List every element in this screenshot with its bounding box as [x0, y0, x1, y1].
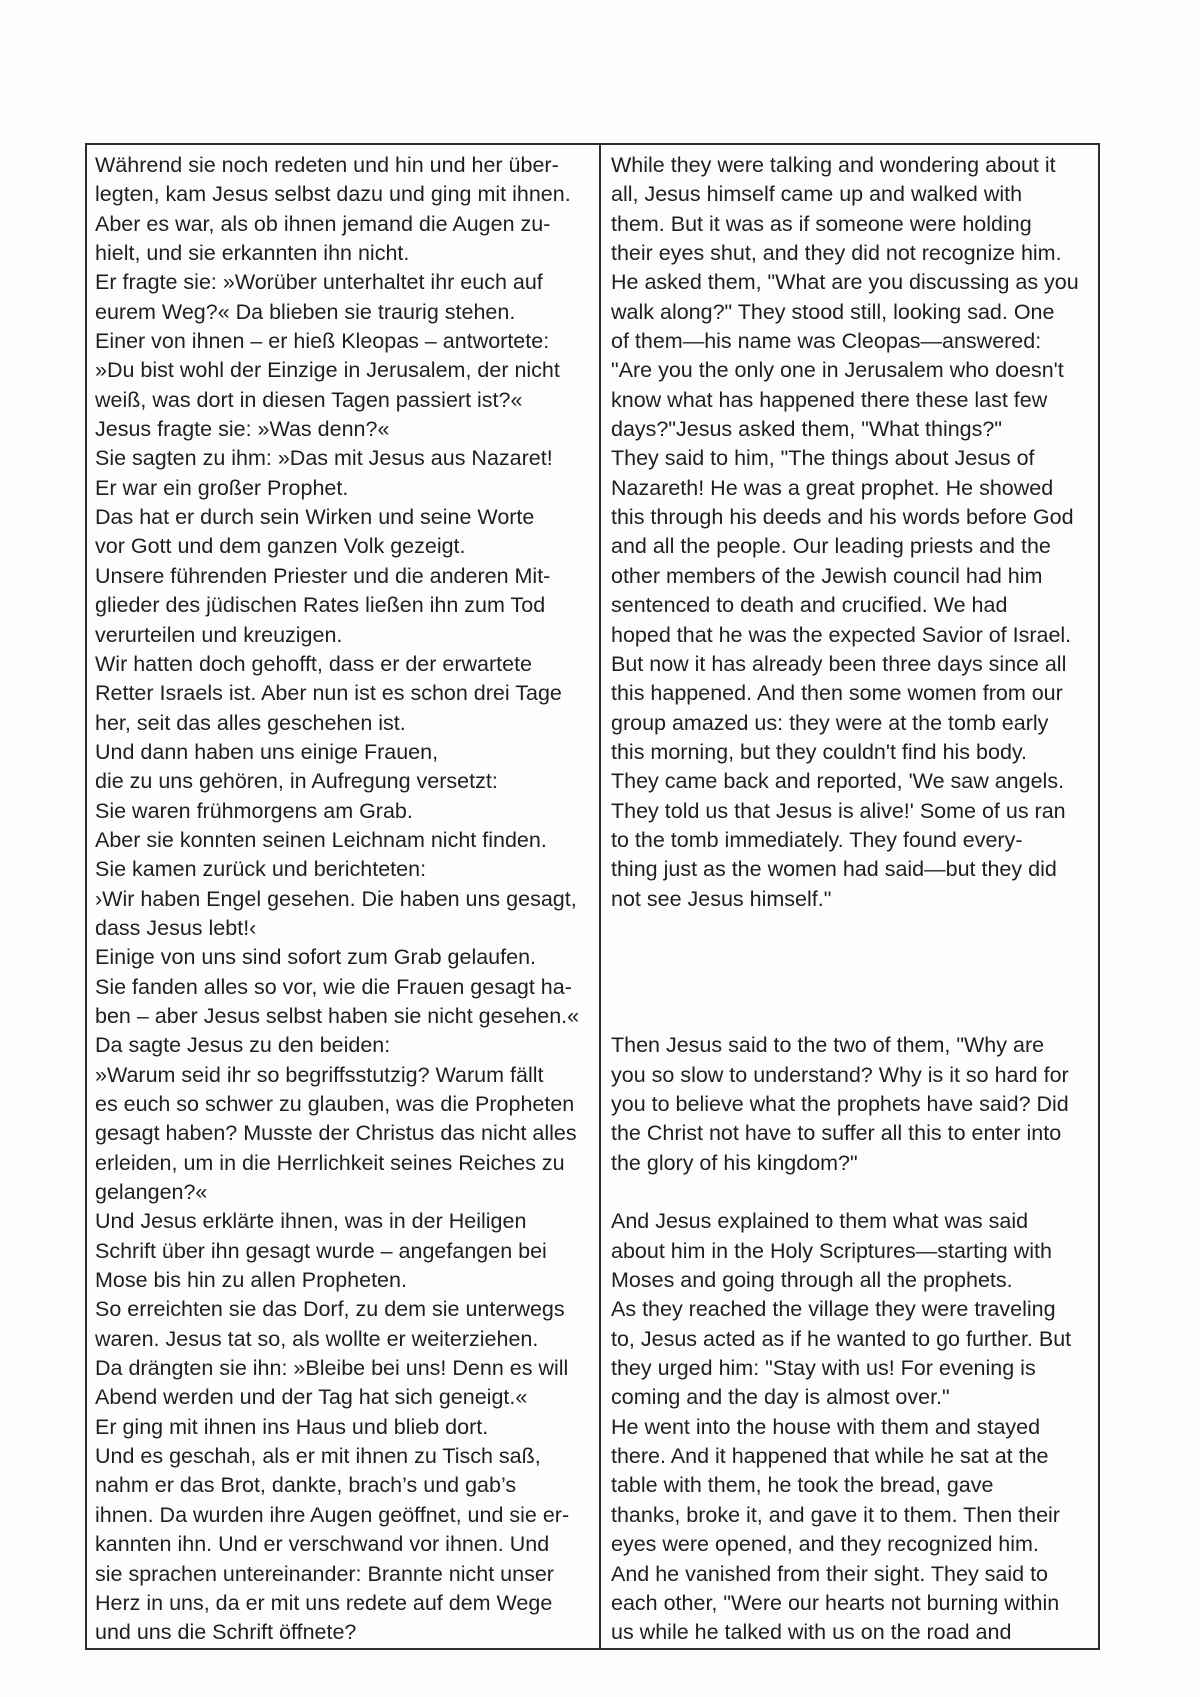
- text-line: They came back and reported, 'We saw angels.: [611, 769, 1065, 794]
- text-line: nahm er das Brot, dankte, brach’s und gab’s: [95, 1473, 517, 1498]
- text-line: to, Jesus acted as if he wanted to go further. But: [611, 1326, 1072, 1351]
- text-line: Da drängten sie ihn: »Bleibe bei uns! Denn es will: [95, 1356, 569, 1381]
- text-line: you so slow to understand? Why is it so hard for: [611, 1062, 1069, 1087]
- text-line: He went into the house with them and stayed: [611, 1414, 1041, 1439]
- text-line: While they were talking and wondering about it: [611, 153, 1056, 177]
- text-line: [611, 943, 1096, 972]
- text-line: to the tomb immediately. They found every-: [611, 827, 1023, 852]
- text-line: this happened. And then some women from our: [611, 681, 1063, 706]
- text-line: coming and the day is almost over.": [611, 1385, 950, 1410]
- text-line: the Christ not have to suffer all this to enter into: [611, 1121, 1062, 1146]
- text-line: Er fragte sie: »Worüber unterhaltet ihr euch auf: [95, 270, 543, 295]
- text-line: ben – aber Jesus selbst haben sie nicht gesehen.«: [95, 1003, 580, 1028]
- text-line: and all the people. Our leading priests and the: [611, 534, 1051, 559]
- text-line: Er ging mit ihnen ins Haus und blieb dort.: [95, 1414, 489, 1439]
- text-line: Und es geschah, als er mit ihnen zu Tisch saß,: [95, 1444, 541, 1469]
- text-line: each other, "Were our hearts not burning within: [611, 1590, 1060, 1615]
- text-line: this through his deeds and his words before God: [611, 505, 1074, 530]
- text-line: sie sprachen untereinander: Brannte nicht unser: [95, 1561, 554, 1586]
- text-line: And he vanished from their sight. They said to: [611, 1561, 1049, 1586]
- text-line: erleiden, um in die Herrlichkeit seines Reiches zu: [95, 1150, 565, 1175]
- text-line: Nazareth! He was a great prophet. He showed: [611, 475, 1054, 500]
- text-line: thing just as the women had said—but they did: [611, 857, 1057, 882]
- text-line: Schrift über ihn gesagt wurde – angefangen bei: [95, 1238, 547, 1263]
- text-line: weiß, was dort in diesen Tagen passiert ist?«: [95, 387, 523, 412]
- text-line: Das hat er durch sein Wirken und seine Worte: [95, 505, 535, 530]
- text-line: Mose bis hin zu allen Propheten.: [95, 1268, 407, 1293]
- text-line: Da sagte Jesus zu den beiden:: [95, 1033, 391, 1058]
- text-line: Wir hatten doch gehofft, dass er der erwartete: [95, 651, 533, 676]
- text-line: hielt, und sie erkannten ihn nicht.: [95, 241, 410, 266]
- text-line: As they reached the village they were traveling: [611, 1297, 1056, 1322]
- text-line: [611, 1002, 1096, 1031]
- text-line: Und Jesus erklärte ihnen, was in der Heiligen: [95, 1209, 527, 1234]
- text-line: the glory of his kingdom?": [611, 1150, 858, 1175]
- text-line: ihnen. Da wurden ihre Augen geöffnet, und sie er-: [95, 1502, 570, 1527]
- text-line: table with them, he took the bread, gave: [611, 1473, 994, 1498]
- text-line: kannten ihn. Und er verschwand vor ihnen. Und: [95, 1532, 550, 1557]
- text-line: Er war ein großer Prophet.: [95, 475, 349, 500]
- text-line: about him in the Holy Scriptures—starting with: [611, 1238, 1052, 1263]
- text-line: »Du bist wohl der Einzige in Jerusalem, der nicht: [95, 358, 560, 383]
- text-line: Herz in uns, da er mit uns redete auf dem Wege: [95, 1590, 553, 1615]
- text-line: them. But it was as if someone were holding: [611, 211, 1032, 236]
- text-line: group amazed us: they were at the tomb early: [611, 710, 1049, 735]
- text-line: gesagt haben? Musste der Christus das nicht alles: [95, 1121, 577, 1146]
- text-line: waren. Jesus tat so, als wollte er weiterziehen.: [95, 1326, 539, 1351]
- text-line: es euch so schwer zu glauben, was die Propheten: [95, 1092, 575, 1116]
- text-line: this morning, but they couldn't find his body.: [611, 739, 1028, 764]
- text-line: Moses and going through all the prophets.: [611, 1268, 1013, 1293]
- text-line: He asked them, "What are you discussing as you: [611, 270, 1079, 295]
- text-line: her, seit das alles geschehen ist.: [95, 710, 406, 735]
- text-line: So erreichten sie das Dorf, zu dem sie unterwegs: [95, 1297, 565, 1322]
- text-line: Sie sagten zu ihm: »Das mit Jesus aus Nazaret!: [95, 446, 553, 471]
- text-line: [611, 1178, 1096, 1207]
- text-line: Jesus fragte sie: »Was denn?«: [95, 417, 390, 442]
- text-line: Sie kamen zurück und berichteten:: [95, 857, 427, 882]
- text-line: Abend werden und der Tag hat sich geneigt.«: [95, 1385, 528, 1410]
- text-line: Unsere führenden Priester und die anderen Mit-: [95, 563, 551, 588]
- text-line: But now it has already been three days since all: [611, 651, 1067, 676]
- text-line: us while he talked with us on the road and: [611, 1620, 1012, 1645]
- text-line: Einige von uns sind sofort zum Grab gelaufen.: [95, 945, 537, 970]
- text-line: und uns die Schrift öffnete?: [95, 1620, 357, 1645]
- text-line: They told us that Jesus is alive!' Some of us ran: [611, 798, 1066, 823]
- text-line: verurteilen und kreuzigen.: [95, 622, 343, 647]
- text-line: vor Gott und dem ganzen Volk gezeigt.: [95, 534, 466, 559]
- text-line: walk along?" They stood still, looking sad. One: [611, 299, 1055, 324]
- text-line: die zu uns gehören, in Aufregung versetzt:: [95, 769, 498, 794]
- text-line: And Jesus explained to them what was said: [611, 1209, 1029, 1234]
- text-line: not see Jesus himself.": [611, 886, 832, 911]
- text-line: [611, 973, 1096, 1002]
- text-line: Aber sie konnten seinen Leichnam nicht finden.: [95, 827, 547, 852]
- text-line: of them—his name was Cleopas—answered:: [611, 329, 1042, 354]
- german-text-column: [87, 145, 601, 1648]
- text-line: eyes were opened, and they recognized him.: [611, 1532, 1039, 1557]
- text-line: days?"Jesus asked them, "What things?": [611, 417, 1002, 442]
- text-line: [611, 914, 1096, 943]
- text-line: hoped that he was the expected Savior of Israel.: [611, 622, 1072, 647]
- text-line: know what has happened there these last few: [611, 387, 1048, 412]
- text-line: all, Jesus himself came up and walked with: [611, 182, 1023, 207]
- text-line: you to believe what the prophets have said? Did: [611, 1092, 1069, 1116]
- text-line: gelangen?«: [95, 1180, 208, 1205]
- text-line: Sie fanden alles so vor, wie die Frauen gesagt ha-: [95, 974, 572, 999]
- text-line: Then Jesus said to the two of them, "Why are: [611, 1033, 1045, 1058]
- text-line: their eyes shut, and they did not recognize him.: [611, 241, 1062, 266]
- text-line: ›Wir haben Engel gesehen. Die haben uns gesagt,: [95, 886, 577, 911]
- text-line: Retter Israels ist. Aber nun ist es schon drei Tage: [95, 681, 562, 706]
- text-line: »Warum seid ihr so begriffsstutzig? Warum fällt: [95, 1062, 544, 1087]
- text-line: eurem Weg?« Da blieben sie traurig stehen.: [95, 299, 516, 324]
- text-line: there. And it happened that while he sat at the: [611, 1444, 1049, 1469]
- text-line: dass Jesus lebt!‹: [95, 915, 257, 940]
- text-line: "Are you the only one in Jerusalem who doesn't: [611, 358, 1064, 383]
- text-line: thanks, broke it, and gave it to them. Then their: [611, 1502, 1060, 1527]
- text-line: other members of the Jewish council had him: [611, 563, 1043, 588]
- text-line: Sie waren frühmorgens am Grab.: [95, 798, 413, 823]
- text-line: legten, kam Jesus selbst dazu und ging mit ihnen.: [95, 182, 571, 207]
- text-line: they urged him: "Stay with us! For evening is: [611, 1356, 1036, 1381]
- text-line: Einer von ihnen – er hieß Kleopas – antwortete:: [95, 329, 550, 354]
- text-line: Aber es war, als ob ihnen jemand die Augen zu-: [95, 211, 551, 236]
- text-line: Und dann haben uns einige Frauen,: [95, 739, 439, 764]
- text-line: glieder des jüdischen Rates ließen ihn zum Tod: [95, 593, 546, 618]
- text-line: They said to him, "The things about Jesus of: [611, 446, 1035, 471]
- bilingual-text-table: [85, 143, 1100, 1650]
- text-line: Während sie noch redeten und hin und her über-: [95, 153, 559, 177]
- english-text-column: [601, 145, 1098, 1648]
- text-line: sentenced to death and crucified. We had: [611, 593, 1008, 618]
